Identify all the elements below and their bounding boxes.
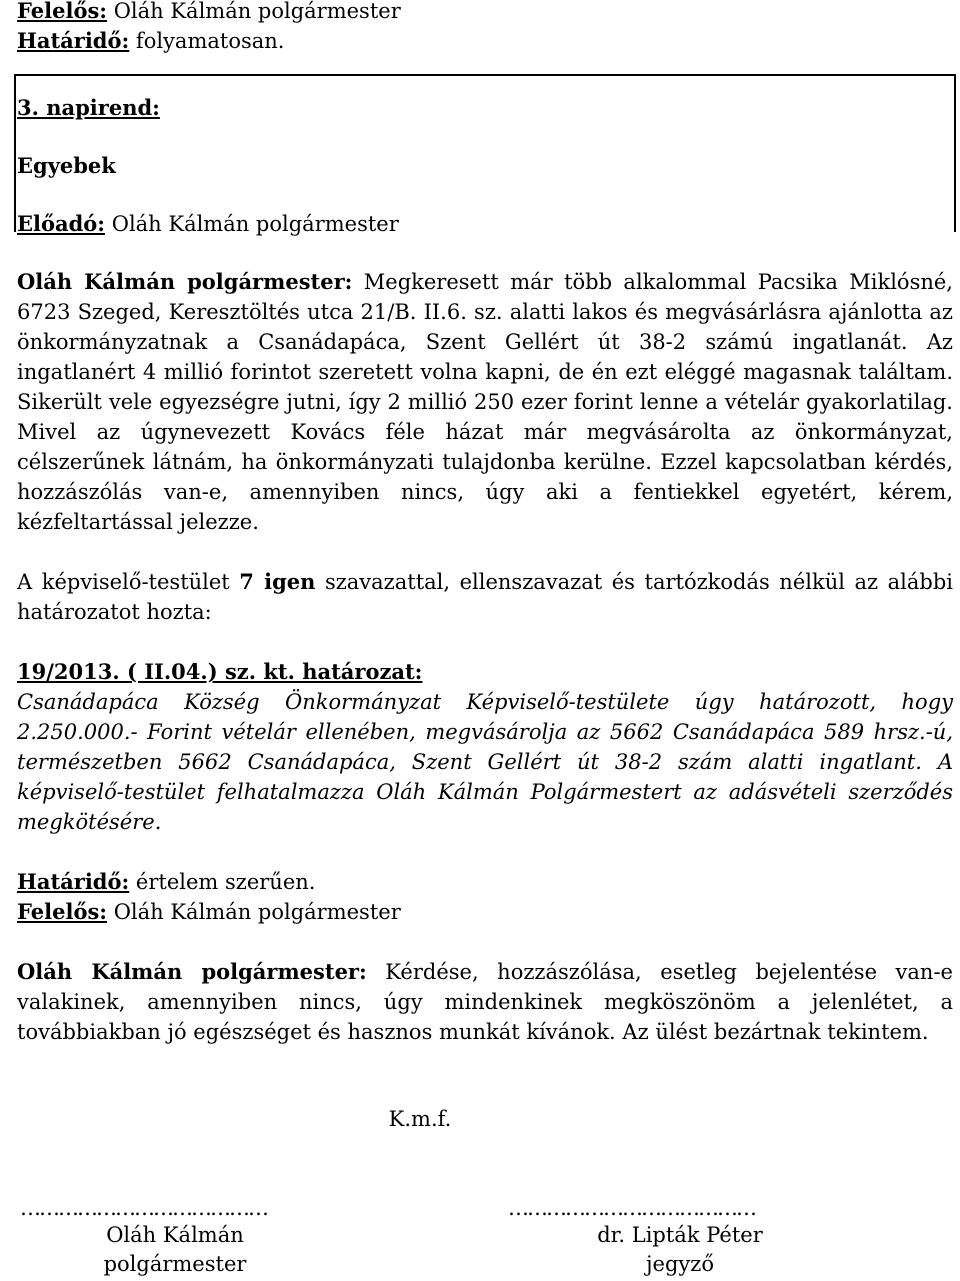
deadline-line: [17, 26, 953, 56]
vote-paragraph: A képviselő-testület 7 igen szavazattal, ellenszavazat és tartózkodás nélkül az alábbi határozatot hozta:: [17, 569, 953, 624]
left-signer-title: polgármester: [103, 1252, 247, 1276]
responsible-value: Oláh Kálmán polgármester: [107, 0, 401, 23]
vote-count: 7 igen: [239, 569, 316, 594]
presenter-value: Oláh Kálmán polgármester: [105, 212, 399, 236]
deadline-value: folyamatosan.: [129, 29, 285, 53]
responsible-line: [17, 0, 953, 26]
presenter-label: Előadó:: [17, 211, 106, 236]
resolution-text: Csanádapáca Község Önkormányzat Képviselő-testülete úgy határozott, hogy 2.250.000.- Forint vételár ellenében, megvásárolja az 5662 Csanádapáca 589 hrsz.-ú, természetben 5662 Csanádapáca, Szent Gellért út 38-2 szám alatti ingatlant. A képviselő-testület felhatalmazza Oláh Kálmán Polgármestert az adásvételi szerződés megkötésére.: [17, 690, 953, 834]
left-signer-name: Oláh Kálmán: [106, 1223, 244, 1247]
resolution-deadline-line: Határidő: értelem szerűen.: [17, 869, 316, 894]
speech-text: Megkeresett már több alkalommal Pacsika Miklósné, 6723 Szeged, Keresztöltés utca 21/B. II.6. sz. alatti lakos és megvásárlásra ajánlotta az önkormányzatnak a Csanádapáca, Szent Gellért út 38-2 számú ingatlanát. Az ingatlanért 4 millió forintot szeretett volna kapni, de én ezt eléggé magasnak találtam. Sikerült vele egyezségre jutni, így 2 millió 250 ezer forint lenne a vételár gyakorlatilag. Mivel az úgynevezett Kovács féle házat már megvásárolta az önkormányzat, célszerűnek látnám, ha önkormányzati tulajdonba kerülne. Ezzel kapcsolatban kérdés, hozzászólás van-e, amennyiben nincs, úgy aki a fentiekkel egyetért, kérem, kézfeltartással jelezze.: [17, 270, 953, 534]
speech-paragraph-2: [17, 957, 953, 1047]
right-signer-title: jegyző: [646, 1252, 714, 1276]
resolution-responsible-line: Felelős: Oláh Kálmán polgármester: [17, 899, 401, 924]
responsible-label: Felelős:: [17, 0, 108, 23]
right-signer-name: dr. Lipták Péter: [597, 1223, 763, 1247]
document-page: [17, 0, 953, 1047]
speaker-name: Oláh Kálmán polgármester:: [17, 959, 367, 984]
speech-paragraph-1: [17, 267, 953, 537]
speaker-name: Oláh Kálmán polgármester:: [17, 269, 353, 294]
agenda-title: Egyebek: [17, 153, 116, 178]
resolution-number: 19/2013. ( II.04.) sz. kt. határozat:: [17, 659, 423, 684]
speech-text: Kérdése, hozzászólása, esetleg bejelentése van-e valakinek, amennyiben nincs, úgy mindenkinek megköszönöm a jelenlétet, a továbbiakban jó egészséget és hasznos munkát kívánok. Az ülést bezártnak tekintem.: [17, 960, 953, 1044]
agenda-item: 3. napirend:: [17, 95, 160, 120]
right-signature-line: …………………………………: [508, 1196, 755, 1220]
deadline-label: Határidő:: [17, 28, 130, 53]
left-signature-line: …………………………………: [20, 1196, 267, 1220]
agenda-box: [14, 74, 956, 232]
kmf-mark: K.m.f.: [388, 1107, 452, 1131]
